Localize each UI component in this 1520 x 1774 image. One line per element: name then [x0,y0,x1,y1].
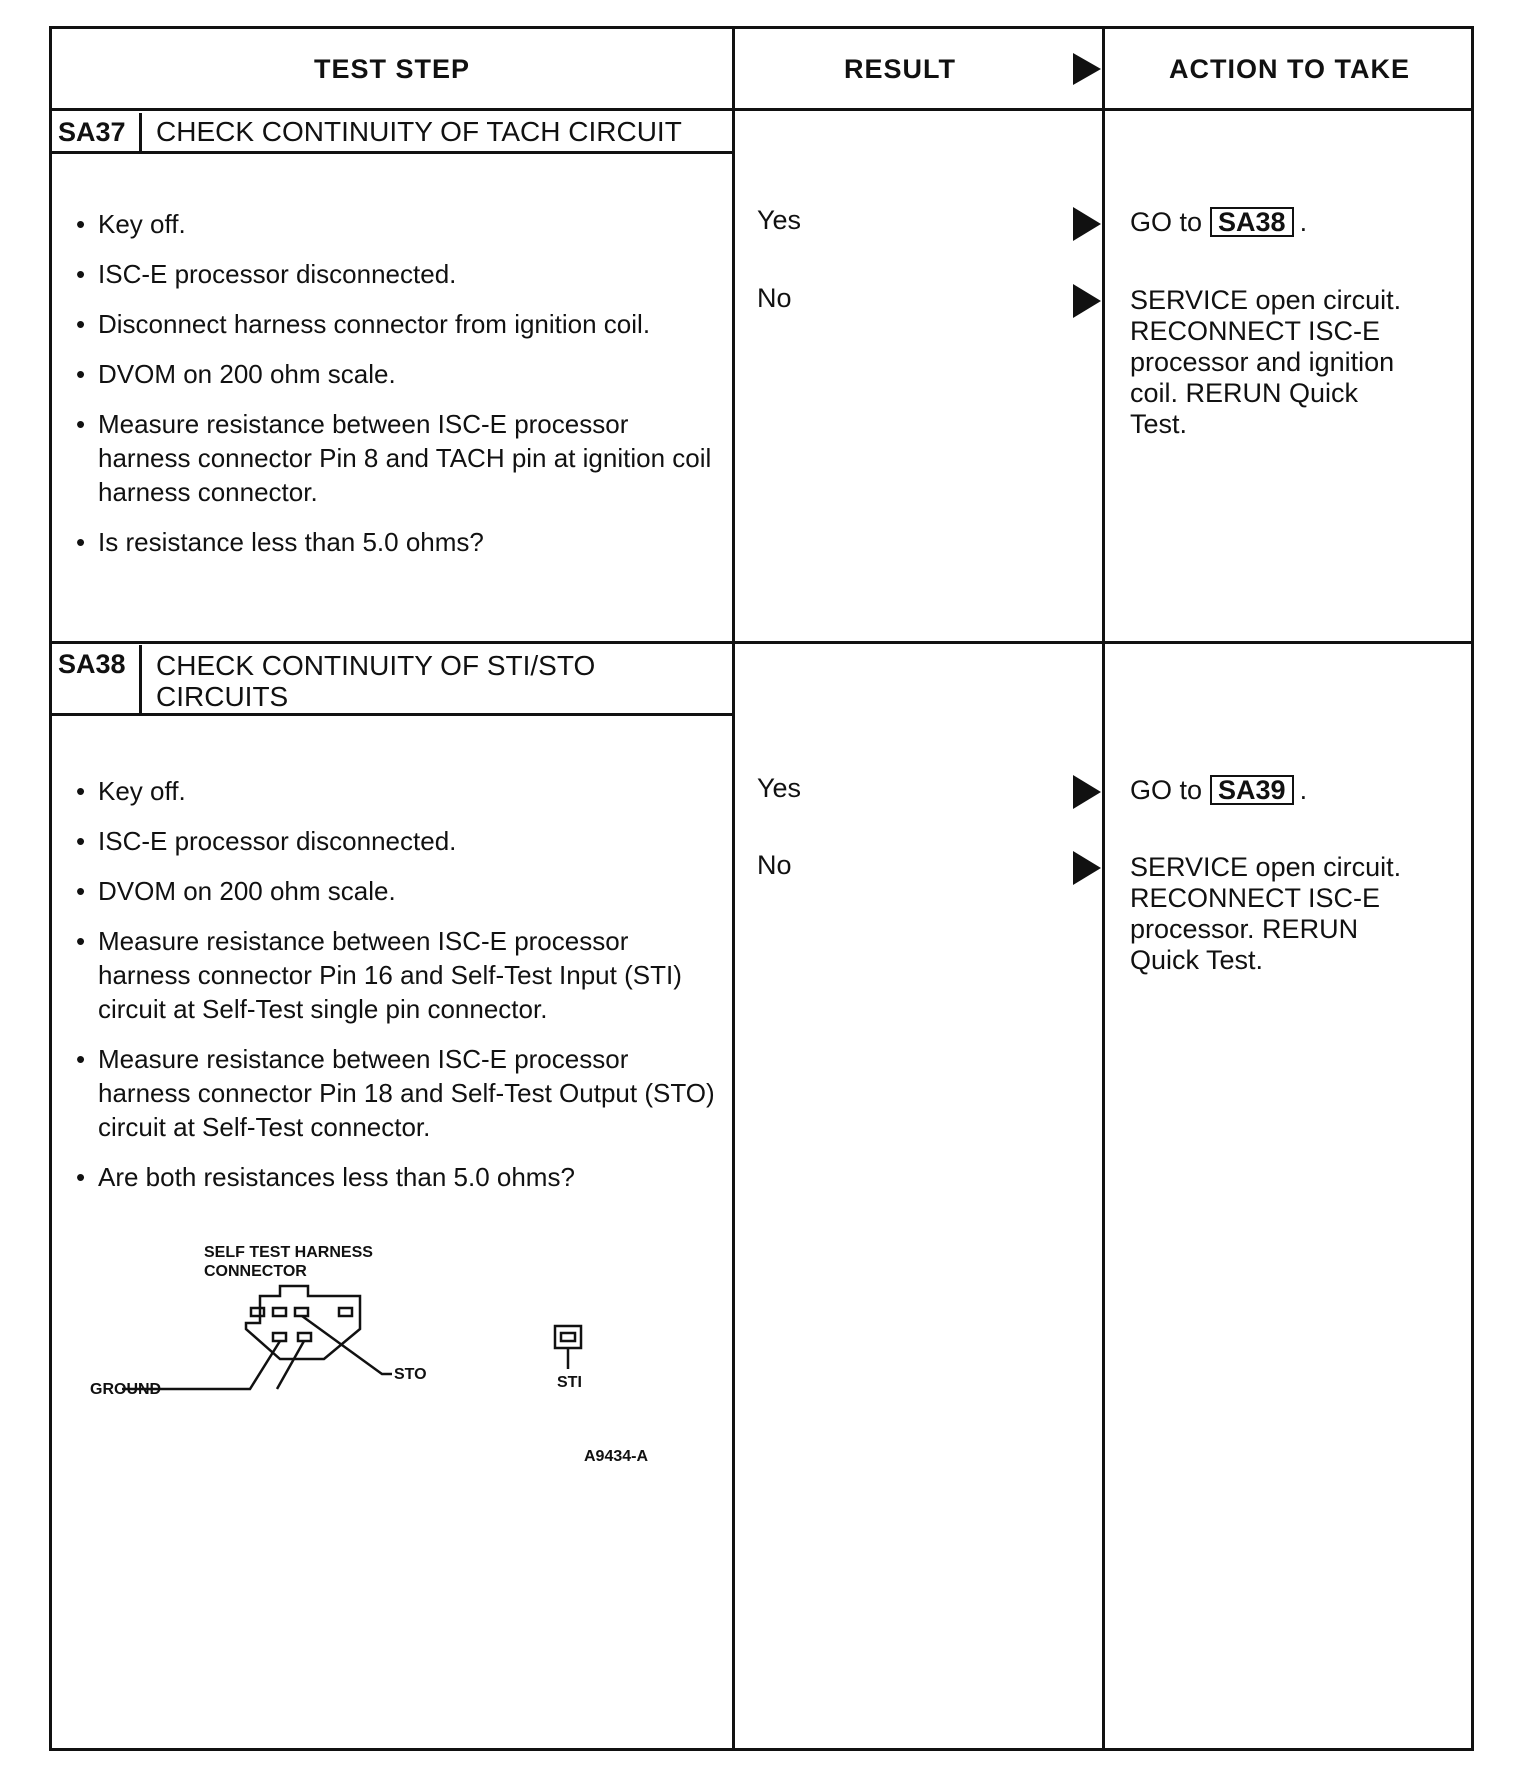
step-bullets-sa38 [76,774,716,1210]
connector-body [122,1286,392,1389]
step-id-sa38: SA38 [52,645,142,713]
step-divider [52,641,1471,644]
diagram-title-line2: CONNECTOR [204,1263,307,1280]
action-line: RECONNECT ISC-E [1130,316,1381,346]
result-no-sa38: No [757,850,792,880]
action-line: SERVICE open circuit. [1130,852,1402,882]
sti-single-pin-connector [555,1326,581,1369]
result-arrow-icon [1073,775,1101,809]
action-goto-label: GO to [1130,775,1203,805]
action-line: RECONNECT ISC-E [1130,883,1381,913]
diagram-label-sti: STI [557,1374,582,1391]
result-yes-sa37: Yes [757,205,802,235]
action-period: . [1299,207,1308,237]
result-arrow-icon [1073,851,1101,885]
step-reference-sa38[interactable]: SA38 [1210,207,1294,237]
step-title-sa38 [156,650,595,712]
header-result: RESULT [844,53,956,84]
action-period: . [1299,775,1308,805]
step-title-sa37: CHECK CONTINUITY OF TACH CIRCUIT [156,116,682,147]
step-title-line: CHECK CONTINUITY OF STI/STO [156,650,596,681]
list-item: • Measure resistance between ISC-E processor harness connector Pin 16 and Self-Test Input (STI) circuit at Self-Test single pin connector. [76,924,716,1026]
result-no-sa37: No [757,283,792,313]
list-item: • Are both resistances less than 5.0 ohms? [76,1160,716,1194]
step-bullets-sa37 [76,207,716,575]
action-yes-sa37 [1130,207,1307,238]
step-id-sa37: SA37 [52,113,142,151]
column-divider-2 [1102,29,1105,1748]
header-divider [52,108,1471,111]
action-no-sa38 [1130,852,1401,976]
action-line: coil. RERUN Quick [1130,378,1359,408]
action-line: processor. RERUN [1130,914,1359,944]
action-line: Test. [1130,409,1188,439]
action-goto-label: GO to [1130,207,1203,237]
list-item: • Key off. [76,774,716,808]
diagram-label-ground: GROUND [90,1381,162,1398]
step-title-line: CIRCUITS [156,681,289,712]
result-arrow-icon [1073,207,1101,241]
action-no-sa37 [1130,285,1401,440]
list-item: • ISC-E processor disconnected. [76,257,716,291]
step-title-divider-sa37 [52,151,732,154]
step-title-divider-sa38 [52,713,732,716]
list-item: • Measure resistance between ISC-E processor harness connector Pin 18 and Self-Test Output (STO) circuit at Self-Test connector. [76,1042,716,1144]
result-arrow-icon [1073,284,1101,318]
self-test-connector-diagram [62,1239,722,1529]
column-divider-1 [732,29,735,1748]
diagram-title-line1: SELF TEST HARNESS [204,1244,373,1261]
action-line: Quick Test. [1130,945,1264,975]
test-table [49,26,1474,1751]
list-item: • Measure resistance between ISC-E processor harness connector Pin 8 and TACH pin at ignition coil harness connector. [76,407,716,509]
list-item: • ISC-E processor disconnected. [76,824,716,858]
figure-id: A9434-A [584,1448,649,1465]
result-yes-sa38: Yes [757,773,802,803]
list-item: • DVOM on 200 ohm scale. [76,874,716,908]
list-item: • Key off. [76,207,716,241]
header-arrow-icon [1073,53,1101,85]
header-test-step: TEST STEP [313,53,471,84]
action-line: SERVICE open circuit. [1130,285,1402,315]
action-yes-sa38 [1130,775,1307,806]
step-reference-sa39[interactable]: SA39 [1210,775,1294,805]
diagram-label-sto: STO [394,1366,427,1383]
list-item: • Is resistance less than 5.0 ohms? [76,525,716,559]
header-action: ACTION TO TAKE [1169,53,1410,84]
action-line: processor and ignition [1130,347,1395,377]
list-item: • Disconnect harness connector from ignition coil. [76,307,716,341]
list-item: • DVOM on 200 ohm scale. [76,357,716,391]
